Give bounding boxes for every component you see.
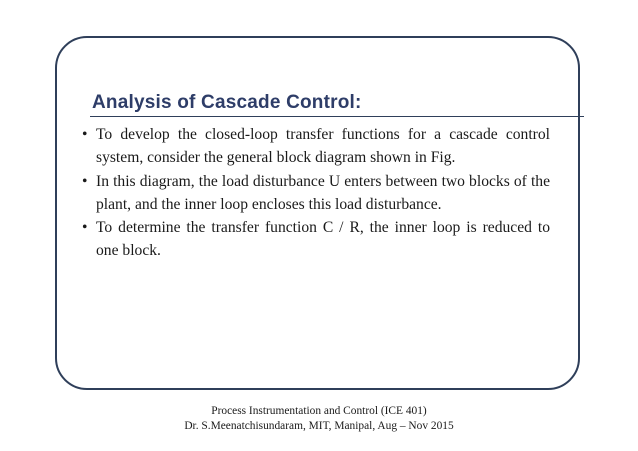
footer-author: Dr. S.Meenatchisundaram, MIT, Manipal, Aug – Nov 2015 — [184, 420, 454, 432]
bullet-item — [78, 123, 550, 170]
bullet-marker-icon: • — [82, 126, 88, 143]
slide-title: Analysis of Cascade Control: — [92, 92, 362, 113]
footer-course: Process Instrumentation and Control (ICE 401) — [211, 405, 427, 417]
bullet-marker-icon: • — [82, 172, 88, 190]
bullet-text: To determine the transfer function C / R, the inner loop is reduced to one block. — [96, 219, 550, 260]
bullet-text: In this diagram, the load disturbance U enters between two blocks of the plant, and the inner loop encloses this load disturbance. — [96, 172, 550, 213]
bullet-marker-icon: • — [82, 219, 88, 237]
bullet-list — [78, 123, 550, 263]
title-divider — [90, 116, 584, 117]
bullet-item — [78, 170, 550, 217]
bullet-item — [78, 216, 550, 263]
bullet-text: To develop the closed-loop transfer functions for a cascade control system, consider the general block diagram shown in Fig. — [96, 126, 550, 167]
